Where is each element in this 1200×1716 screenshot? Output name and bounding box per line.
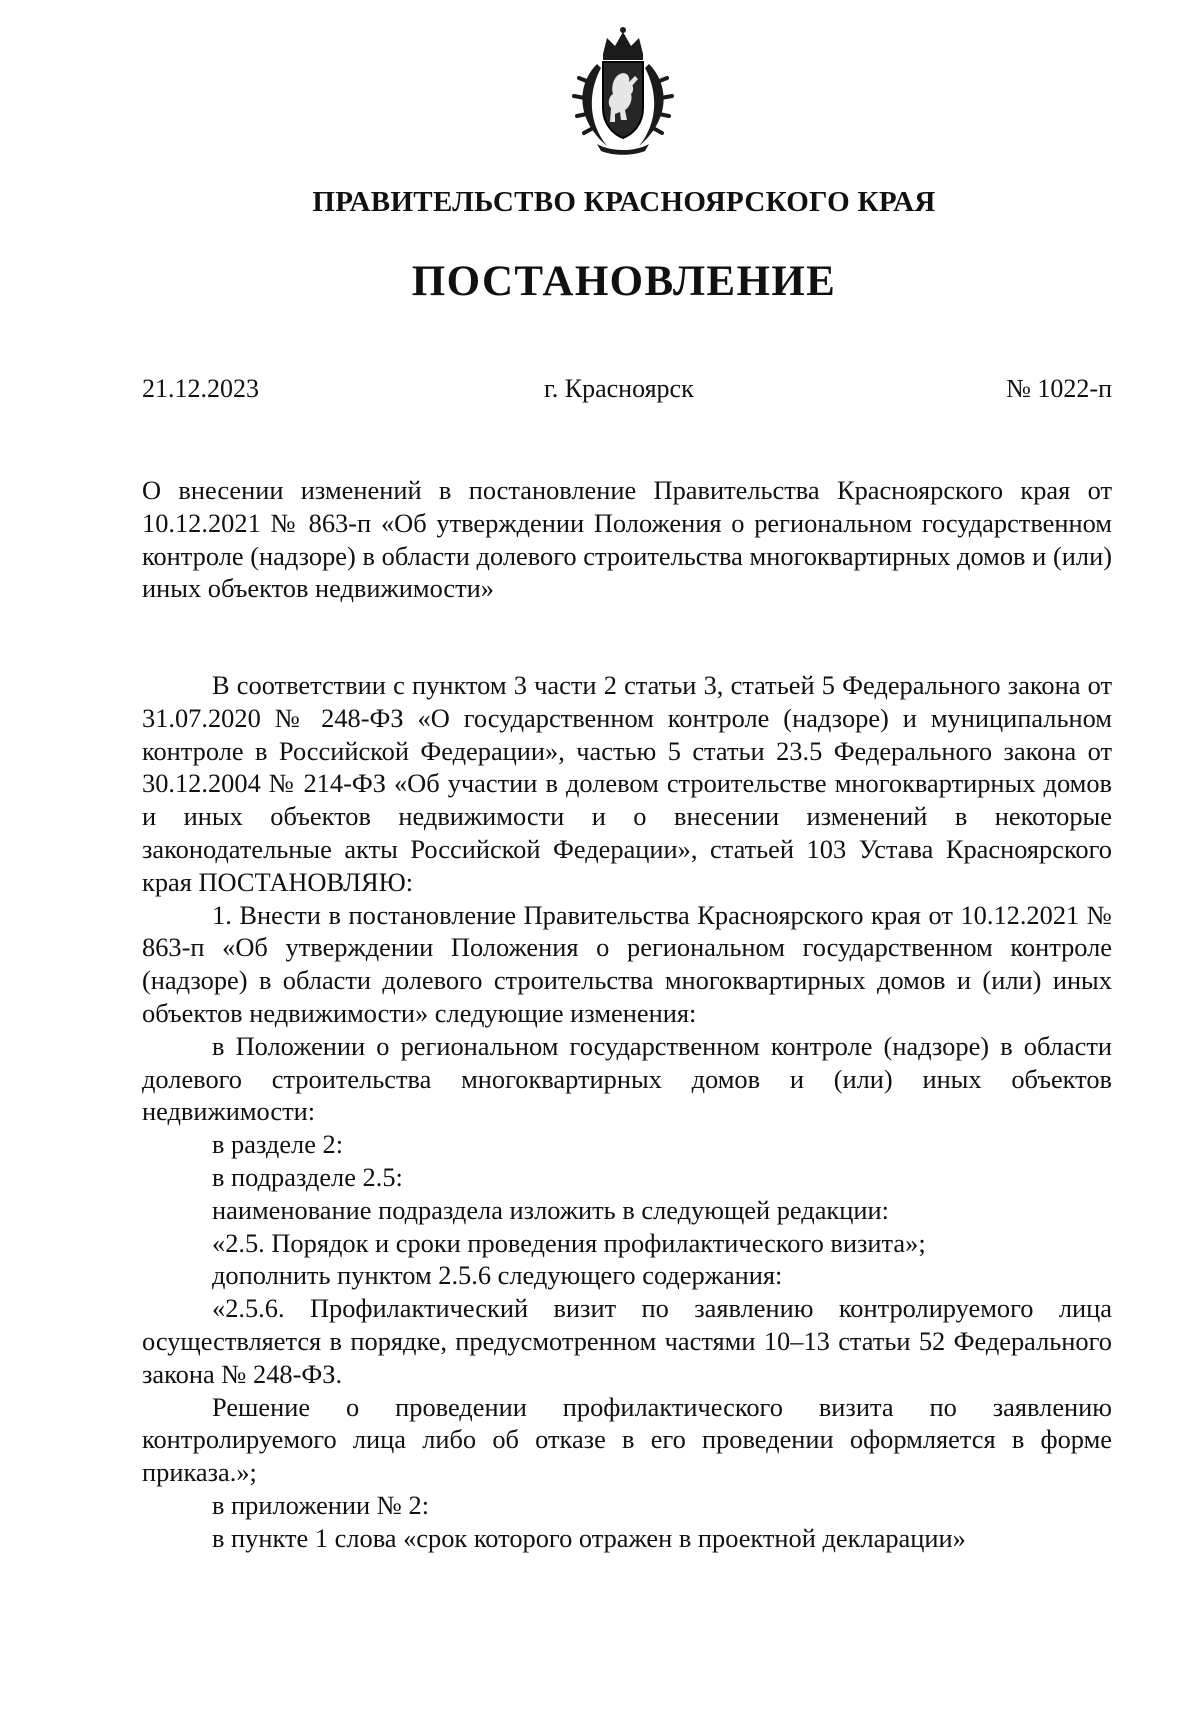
coat-of-arms-icon: [567, 24, 679, 156]
body-paragraph: 1. Внести в постановление Правительства Красноярского края от 10.12.2021 № 863-п «Об утверждении Положения о региональном государственном контроле (надзоре) в области долевого строительства многоквартирных домов и (или) иных объектов недвижимости» следующие изменения:: [142, 899, 1112, 1028]
body-paragraph: наименование подраздела изложить в следующей редакции:: [212, 1194, 889, 1225]
body-paragraph: в подразделе 2.5:: [212, 1161, 403, 1192]
organization-title: ПРАВИТЕЛЬСТВО КРАСНОЯРСКОГО КРАЯ: [312, 186, 936, 218]
body-paragraph: в разделе 2:: [212, 1129, 344, 1160]
body-paragraph: в приложении № 2:: [212, 1489, 430, 1520]
document-body: [142, 669, 1112, 1555]
body-paragraph: «2.5.6. Профилактический визит по заявлению контролируемого лица осуществляется в порядке, предусмотренном частями 10–13 статьи 52 Федерального закона № 248-ФЗ.: [142, 1293, 1112, 1389]
body-paragraph: в пункте 1 слова «срок которого отражен в проектной декларации»: [212, 1522, 966, 1553]
body-paragraph: дополнить пунктом 2.5.6 следующего содержания:: [212, 1260, 783, 1291]
document-date: 21.12.2023: [142, 374, 259, 403]
body-paragraph: Решение о проведении профилактического визита по заявлению контролируемого лица либо об отказе в его проведении оформляется в форме приказа.»;: [142, 1391, 1112, 1488]
body-paragraph: «2.5. Порядок и сроки проведения профилактического визита»;: [212, 1227, 926, 1258]
body-paragraph: В соответствии с пунктом 3 части 2 статьи 3, статьей 5 Федерального закона от 31.07.2020 № 248-ФЗ «О государственном контроле (надзоре) и муниципальном контроле в Российской Федерации», частью 5 статьи 23.5 Федерального закона от 30.12.2004 № 214-ФЗ «Об участии в долевом строительстве многоквартирных домов и иных объектов недвижимости и о внесении изменений в некоторые законодательные акты Российской Федерации», статьей 103 Устава Красноярского края ПОСТАНОВЛЯЮ:: [142, 670, 1112, 897]
document-type-title: ПОСТАНОВЛЕНИЕ: [411, 258, 837, 305]
document-subject: О внесении изменений в постановление Правительства Красноярского края от 10.12.2021 № 863-п «Об утверждении Положения о региональном государственном контроле (надзоре) в области долевого строительства многоквартирных домов и (или) иных объектов недвижимости»: [142, 475, 1112, 604]
body-paragraph: в Положении о региональном государственном контроле (надзоре) в области долевого строительства многоквартирных домов и (или) иных объектов недвижимости:: [142, 1030, 1112, 1127]
document-number: № 1022-п: [1006, 374, 1112, 403]
document-meta-row: [142, 373, 1112, 405]
document-city: г. Красноярск: [544, 374, 694, 403]
